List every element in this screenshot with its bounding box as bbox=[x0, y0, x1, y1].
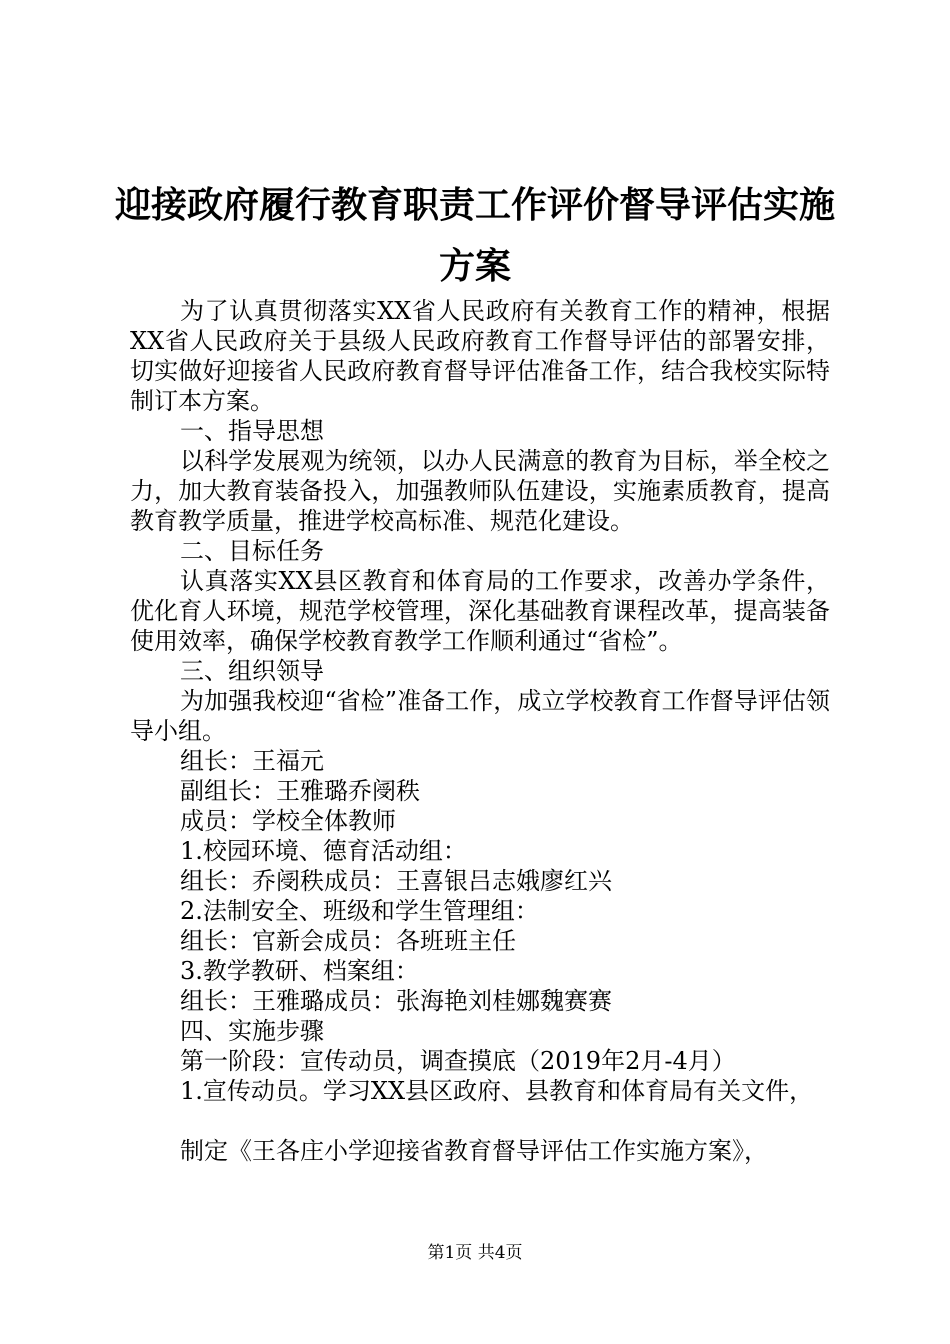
group-2-title: 2.法制安全、班级和学生管理组： bbox=[180, 897, 539, 925]
guiding-ideology-paragraph: 以科学发展观为统领，以办人民满意的教育为目标，举全校之力，加大教育装备投入，加强教师队伍建设，实施素质教育，提高教育教学质量，推进学校高标准、规范化建设。 bbox=[130, 447, 830, 535]
goals-paragraph: 认真落实XX县区教育和体育局的工作要求，改善办学条件，优化育人环境，规范学校管理，深化基础教育课程改革，提高装备使用效率，确保学校教育教学工作顺利通过“省检”。 bbox=[130, 567, 830, 655]
deputy-leader-line: 副组长：王雅璐乔阌秩 bbox=[180, 777, 420, 805]
group-1-members: 组长：乔阌秩成员：王喜银吕志娥廖红兴 bbox=[180, 867, 612, 895]
members-line: 成员：学校全体教师 bbox=[180, 807, 396, 835]
organization-paragraph: 为加强我校迎“省检”准备工作，成立学校教育工作督导评估领导小组。 bbox=[130, 687, 830, 745]
phase-1-item-1: 1.宣传动员。学习XX县区政府、县教育和体育局有关文件， bbox=[180, 1077, 814, 1105]
team-leader-line: 组长：王福元 bbox=[180, 747, 324, 775]
group-3-members: 组长：王雅璐成员：张海艳刘桂娜魏赛赛 bbox=[180, 987, 612, 1015]
section-heading-guiding-ideology: 一、指导思想 bbox=[180, 417, 324, 445]
phase-1-heading: 第一阶段：宣传动员，调查摸底（2019年2月-4月） bbox=[180, 1047, 736, 1075]
document-title-line-1: 迎接政府履行教育职责工作评价督导评估实施 bbox=[114, 185, 835, 226]
intro-paragraph: 为了认真贯彻落实XX省人民政府有关教育工作的精神，根据XX省人民政府关于县级人民政府教育工作督导评估的部署安排，切实做好迎接省人民政府教育督导评估准备工作，结合我校实际特制订本方案。 bbox=[130, 297, 830, 415]
group-3-title: 3.教学教研、档案组： bbox=[180, 957, 419, 985]
page-footer: 第1页 共4页 bbox=[427, 1243, 523, 1263]
phase-1-item-1-continued: 制定《王各庄小学迎接省教育督导评估工作实施方案》， bbox=[180, 1137, 768, 1165]
section-heading-implementation: 四、实施步骤 bbox=[180, 1017, 324, 1045]
section-heading-organization: 三、组织领导 bbox=[180, 657, 324, 685]
section-heading-goals: 二、目标任务 bbox=[180, 537, 324, 565]
document-title-line-2: 方案 bbox=[438, 246, 511, 287]
group-1-title: 1.校园环境、德育活动组： bbox=[180, 837, 467, 865]
group-2-members: 组长：官新会成员：各班班主任 bbox=[180, 927, 516, 955]
document-body bbox=[130, 296, 830, 1166]
